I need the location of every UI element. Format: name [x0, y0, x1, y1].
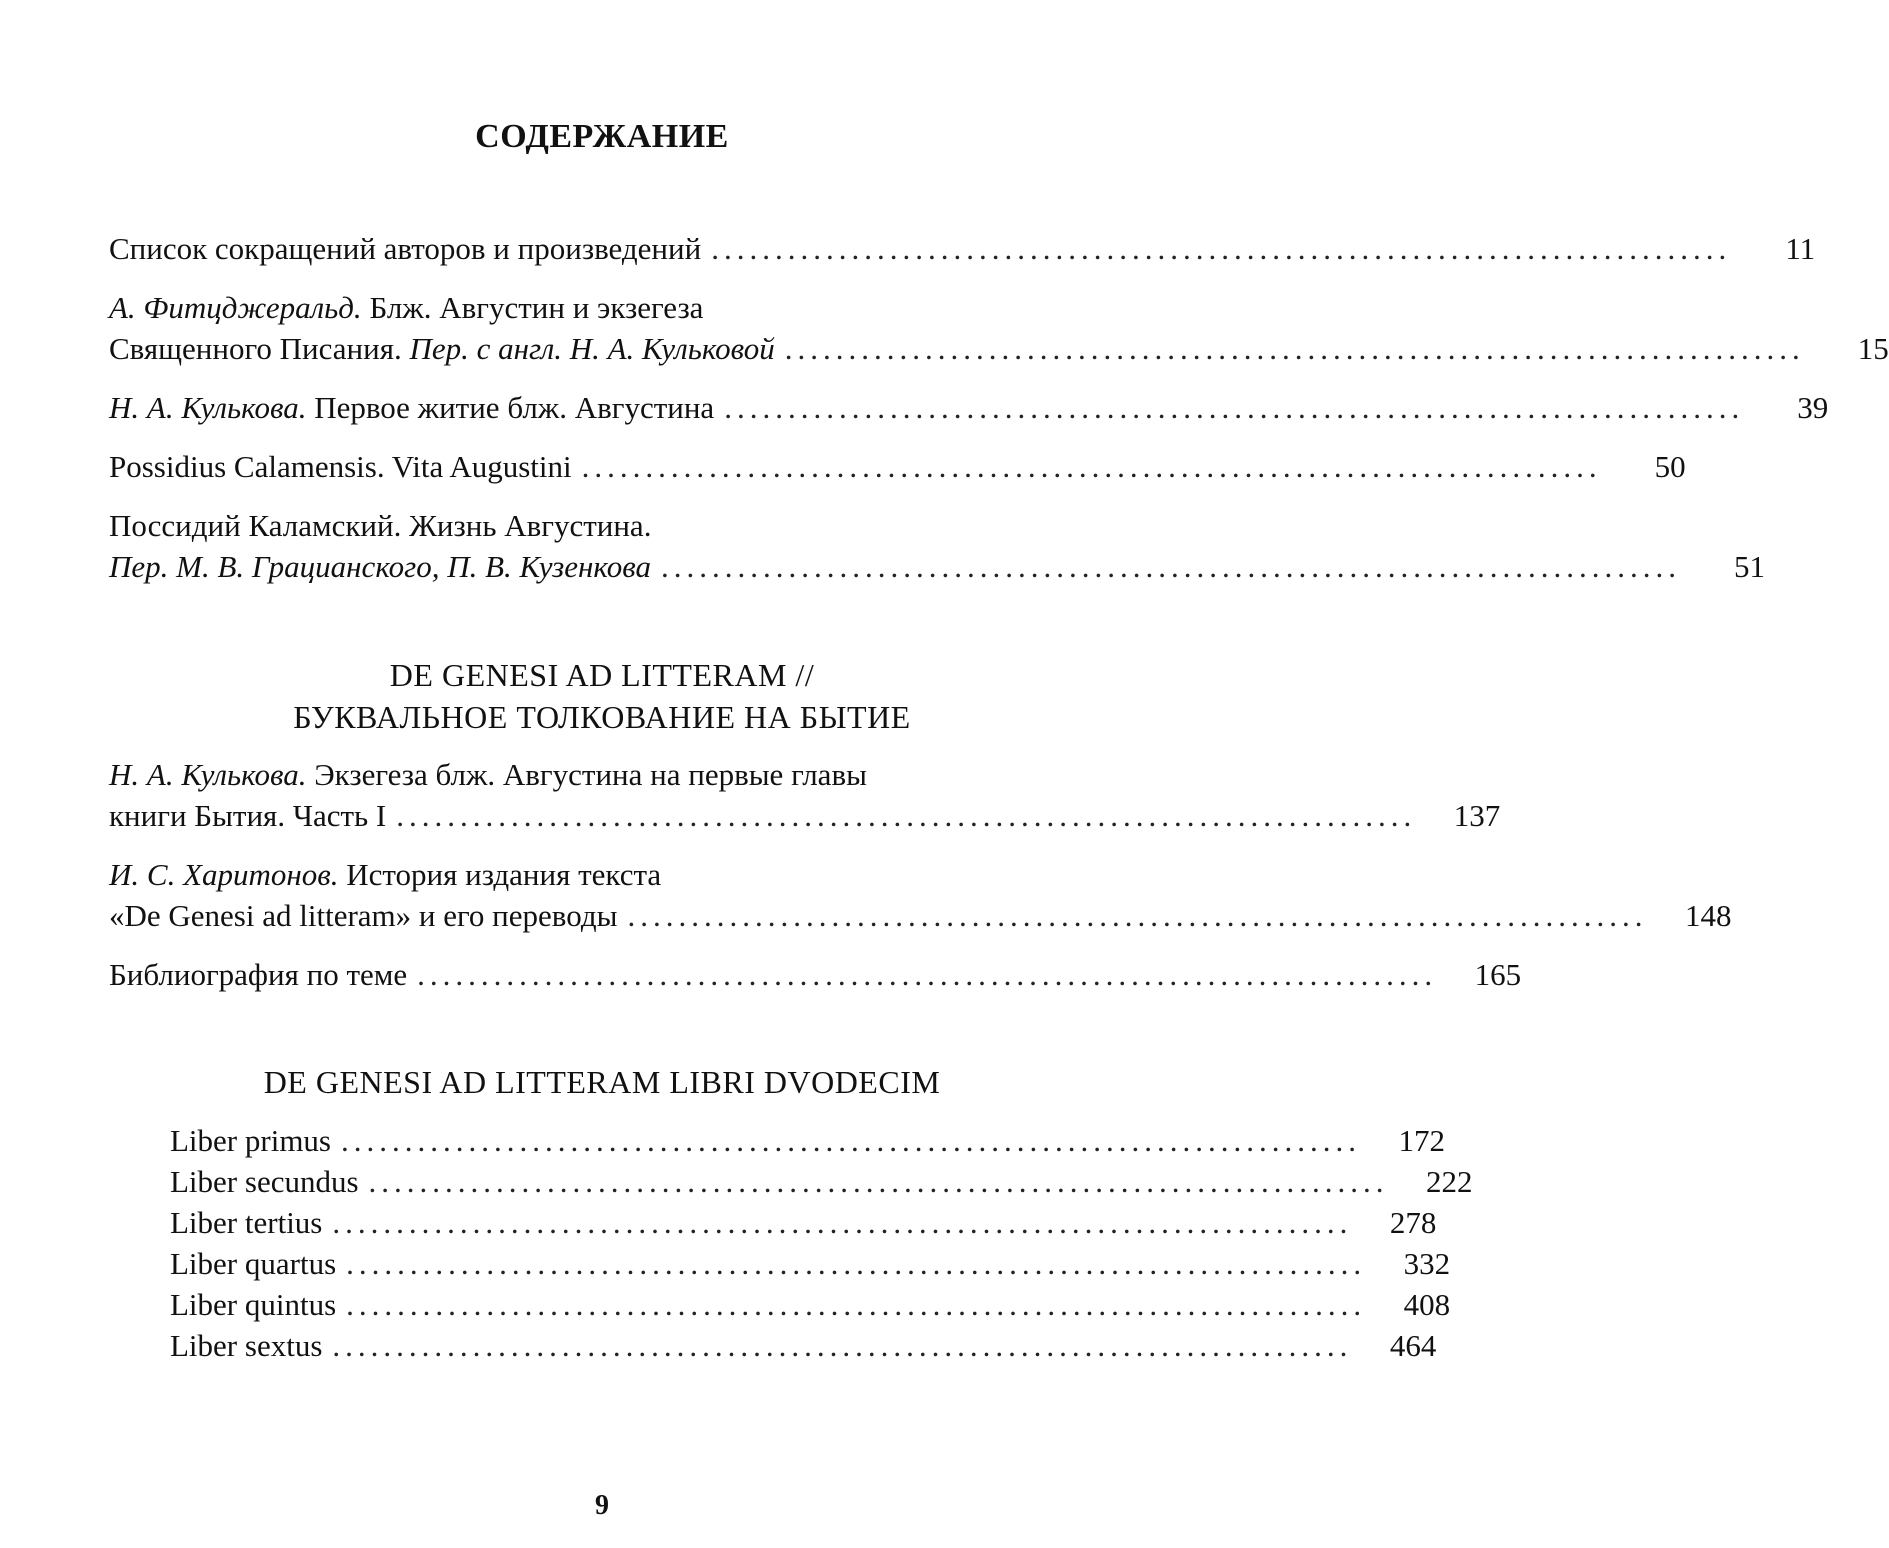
dot-leader: ................................................................................ — [784, 331, 1805, 366]
section-heading — [0, 654, 1204, 738]
toc-entry-title: Liber quartus — [170, 1246, 337, 1281]
toc-section2-list — [170, 1120, 1473, 1366]
toc-entry-title — [109, 387, 714, 428]
dot-leader: ................................................................................ — [627, 898, 1648, 933]
toc-entry-title-cont — [109, 328, 775, 369]
dot-leader: ................................................................................ — [711, 231, 1732, 266]
toc-entry-author: Н. А. Кулькова. — [109, 390, 307, 425]
toc-entry[interactable] — [170, 1161, 1473, 1202]
toc-entry-translator: Пер. М. В. Грацианского, П. В. Кузенкова — [109, 549, 651, 584]
toc-page-number: 11 — [1785, 231, 1816, 266]
toc-entry[interactable] — [109, 854, 1732, 936]
toc-entry-title: Liber quintus — [170, 1287, 337, 1322]
toc-entry-title-part: Священного Писания. — [109, 331, 410, 366]
toc-entry[interactable] — [170, 1120, 1445, 1161]
toc-entry-title-cont: «De Genesi ad litteram» и его переводы — [109, 898, 618, 933]
toc-page-number: 172 — [1398, 1123, 1445, 1158]
toc-entry-title-part: История издания текста — [338, 857, 662, 892]
toc-entry-title: Liber primus — [170, 1123, 331, 1158]
toc-entry[interactable] — [109, 228, 1816, 269]
toc-page-number: 222 — [1426, 1164, 1473, 1199]
dot-leader: ................................................................................ — [724, 390, 1745, 425]
dot-leader: ................................................................................ — [332, 1328, 1353, 1363]
toc-entry-title: Liber sextus — [170, 1328, 323, 1363]
toc-page-number: 15 — [1857, 331, 1889, 366]
toc-entry-title — [109, 287, 703, 328]
dot-leader: ................................................................................ — [341, 1123, 1361, 1158]
toc-entry-title: Поссидий Каламский. Жизнь Августина. — [109, 508, 652, 543]
toc-entry-title: Liber tertius — [170, 1205, 323, 1240]
toc-entry-title-part: Первое житие блж. Августина — [306, 390, 715, 425]
dot-leader: ................................................................................ — [660, 549, 1681, 584]
toc-entry[interactable] — [170, 1325, 1437, 1366]
dot-leader: ................................................................................ — [417, 957, 1438, 992]
toc-entry-title: Библиография по теме — [109, 957, 408, 992]
section-heading-line: DE GENESI AD LITTERAM // — [389, 657, 815, 693]
toc-entry-title: Liber secundus — [170, 1164, 359, 1199]
dot-leader: ................................................................................ — [346, 1246, 1367, 1281]
dot-leader: ................................................................................ — [396, 798, 1417, 833]
dot-leader: ................................................................................ — [368, 1164, 1389, 1199]
toc-entry[interactable] — [170, 1202, 1437, 1243]
toc-page-number: 148 — [1684, 898, 1732, 933]
toc-page-number: 278 — [1389, 1205, 1437, 1240]
toc-page-number: 50 — [1654, 449, 1686, 484]
toc-front-list — [109, 228, 1889, 587]
toc-entry-title — [109, 754, 867, 795]
toc-entry[interactable] — [109, 754, 1501, 836]
dot-leader: ................................................................................ — [581, 449, 1602, 484]
toc-section1-list — [109, 754, 1732, 995]
toc-page-number: 39 — [1797, 390, 1829, 425]
toc-page-number: 464 — [1389, 1328, 1437, 1363]
toc-entry[interactable] — [170, 1243, 1451, 1284]
toc-entry-title-part: Экзегеза блж. Августина на первые главы — [306, 757, 867, 792]
toc-entry-author: Н. А. Кулькова. — [109, 757, 307, 792]
toc-entry[interactable] — [109, 505, 1765, 587]
toc-entry-title — [109, 854, 661, 895]
toc-page-number: 51 — [1733, 549, 1765, 584]
toc-entry-title: Список сокращений авторов и произведений — [109, 231, 702, 266]
toc-entry-title-cont: книги Бытия. Часть I — [109, 798, 387, 833]
toc-entry-author: И. С. Харитонов. — [109, 857, 339, 892]
section-heading-line: DE GENESI AD LITTERAM LIBRI DVODECIM — [263, 1064, 941, 1100]
toc-entry-title-part: Блж. Августин и экзегеза — [361, 290, 704, 325]
toc-entry-translator: Пер. с англ. Н. А. Кульковой — [409, 331, 775, 366]
dot-leader: ................................................................................ — [332, 1205, 1353, 1240]
toc-entry[interactable] — [170, 1284, 1451, 1325]
toc-page-number: 137 — [1453, 798, 1501, 833]
page-title: СОДЕРЖАНИЕ — [475, 118, 729, 155]
page-number: 9 — [595, 1490, 609, 1521]
toc-entry[interactable] — [109, 446, 1686, 487]
dot-leader: ................................................................................ — [346, 1287, 1367, 1322]
section-heading — [0, 1061, 1204, 1103]
toc-entry-author: А. Фитцджеральд. — [109, 290, 362, 325]
toc-entry[interactable] — [109, 954, 1522, 995]
toc-entry[interactable] — [109, 287, 1889, 369]
toc-page-number: 165 — [1474, 957, 1522, 992]
section-heading-line: БУКВАЛЬНОЕ ТОЛКОВАНИЕ НА БЫТИЕ — [293, 699, 911, 735]
toc-entry[interactable] — [109, 387, 1829, 428]
toc-entry-title: Possidius Calamensis. Vita Augustini — [109, 449, 572, 484]
toc-page-number: 408 — [1403, 1287, 1451, 1322]
toc-page-number: 332 — [1403, 1246, 1451, 1281]
